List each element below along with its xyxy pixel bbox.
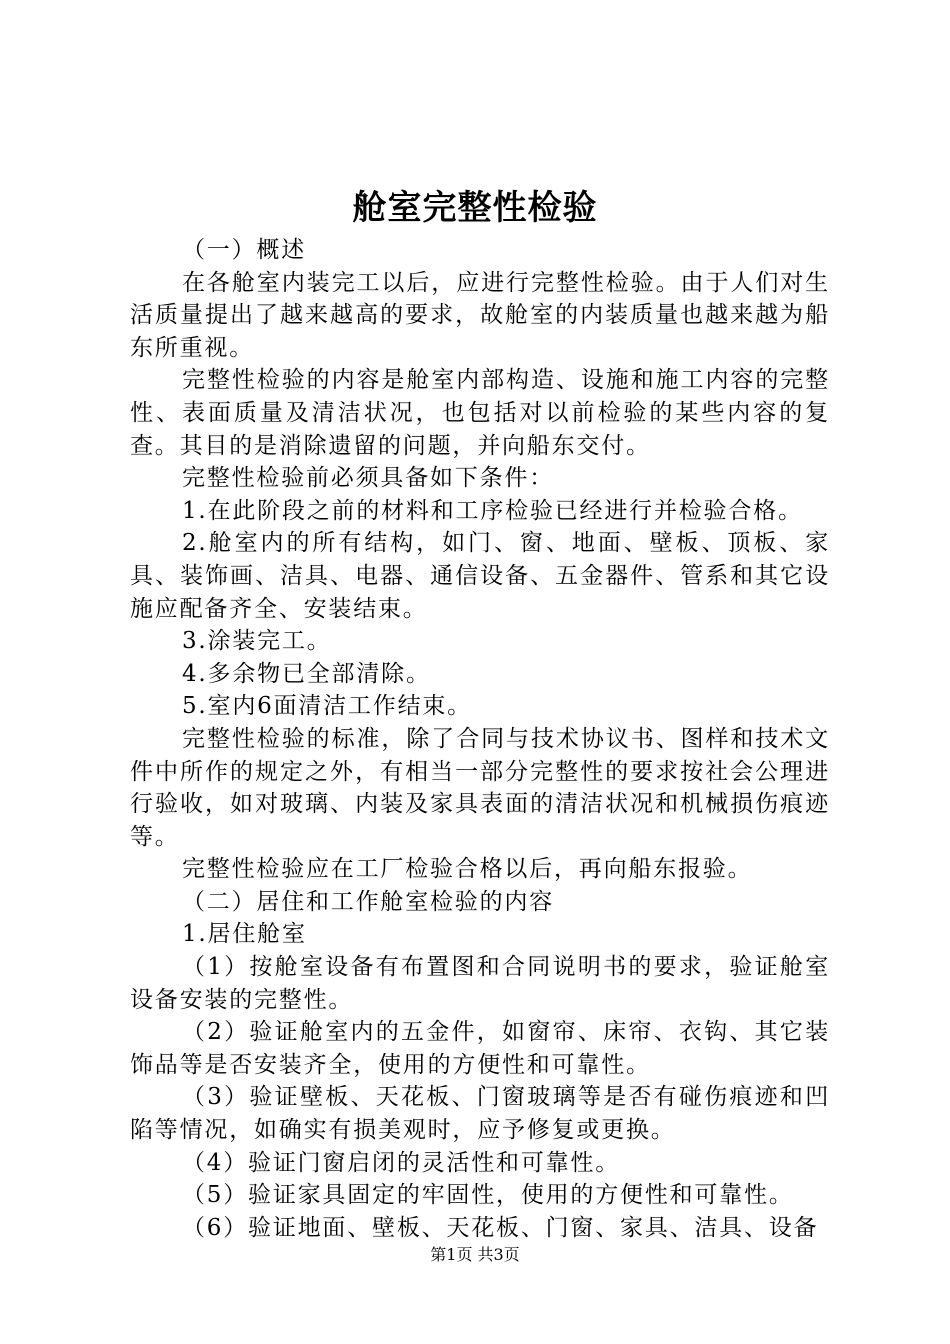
document-title: 舱室完整性检验: [352, 188, 598, 228]
list-item: 2.舱室内的所有结构，如门、窗、地面、壁板、顶板、家具、装饰画、洁具、电器、通信设备、五金器件、管系和其它设施应配备齐全、安装结束。: [130, 530, 830, 622]
list-item: （4）验证门窗启闭的灵活性和可靠性。: [182, 1149, 621, 1176]
list-item: 4.多余物已全部清除。: [182, 660, 431, 687]
list-item: 3.涂装完工。: [182, 628, 332, 655]
list-item: （3）验证壁板、天花板、门窗玻璃等是否有碰伤痕迹和凹陷等情况，如确实有损美观时，应予修复或更换。: [130, 1084, 830, 1144]
list-item: 5.室内6面清洁工作结束。: [182, 693, 472, 720]
list-item: （2）验证舱室内的五金件，如窗帘、床帘、衣钩、其它装饰品等是否安装齐全，使用的方便性和可靠性。: [130, 1019, 830, 1078]
paragraph: 完整性检验的标准，除了合同与技术协议书、图样和技术文件中所作的规定之外，有相当一部分完整性的要求按社会公理进行验收，如对玻璃、内装及家具表面的清洁状况和机械损伤痕迹等。: [130, 725, 830, 850]
list-item: （6）验证地面、壁板、天花板、门窗、家具、洁具、设备: [182, 1214, 819, 1241]
subsection-heading: 1.居住舱室: [182, 921, 307, 948]
paragraph: 完整性检验应在工厂检验合格以后，再向船东报验。: [182, 856, 753, 883]
section-heading: （二）居住和工作舱室检验的内容: [182, 888, 554, 915]
paragraph: 完整性检验的内容是舱室内部构造、设施和施工内容的完整性、表面质量及清洁状况，也包括对以前检验的某些内容的复查。其目的是消除遗留的问题，并向船东交付。: [130, 367, 830, 459]
paragraph: 完整性检验前必须具备如下条件：: [182, 465, 554, 492]
document-body: [130, 234, 830, 1244]
list-item: （5）验证家具固定的牢固性，使用的方便性和可靠性。: [182, 1182, 794, 1209]
list-item: 1.在此阶段之前的材料和工序检验已经进行并检验合格。: [182, 497, 803, 524]
list-item: （1）按舱室设备有布置图和合同说明书的要求，验证舱室设备安装的完整性。: [130, 954, 830, 1013]
section-heading: （一）概述: [182, 237, 306, 263]
paragraph: 在各舱室内装完工以后，应进行完整性检验。由于人们对生活质量提出了越来越高的要求，故舱室的内装质量也越来越为船东所重视。: [130, 269, 830, 361]
page-number-footer: 第1页 共3页: [430, 1245, 520, 1264]
